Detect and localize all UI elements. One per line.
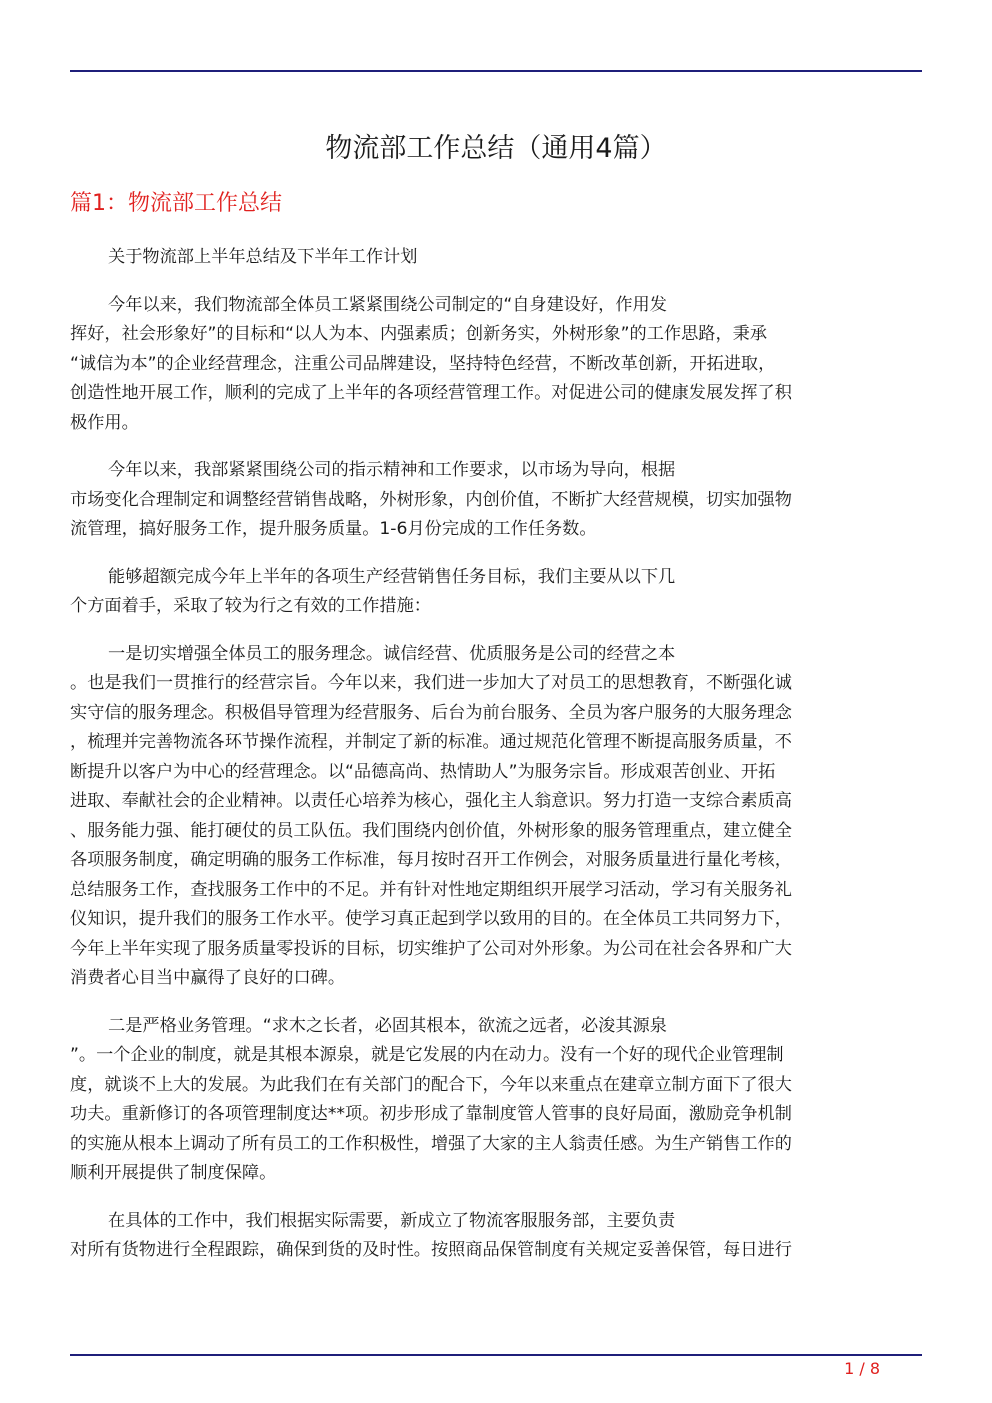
body-paragraph (70, 563, 915, 622)
paragraph-line: 能够超额完成今年上半年的各项生产经营销售任务目标，我们主要从以下几 (108, 566, 676, 587)
footer-rule (70, 1354, 922, 1356)
paragraph-line: 顺利开展提供了制度保障。 (70, 1163, 277, 1183)
body-paragraph (70, 456, 915, 545)
paragraph-line: 今年以来，我部紧紧围绕公司的指示精神和工作要求，以市场为导向，根据 (108, 460, 676, 480)
paragraph-line: 挥好，社会形象好”的目标和“以人为本、内强素质；创新务实，外树形象”的工作思路，秉承 (70, 324, 768, 344)
paragraph-line: 二是严格业务管理。“求木之长者，必固其根本，欲流之远者，必浚其源泉 (108, 1015, 667, 1036)
body-paragraph (70, 1207, 915, 1266)
paragraph-line: 个方面着手，采取了较为行之有效的工作措施： (70, 596, 431, 616)
body-paragraph (70, 1012, 915, 1189)
paragraph-line: 仪知识，提升我们的服务工作水平。使学习真正起到学以致用的目的。在全体员工共同努力下， (70, 909, 792, 929)
section-heading: 篇1：物流部工作总结 (70, 191, 282, 216)
paragraph-line: 今年以来，我们物流部全体员工紧紧围绕公司制定的“自身建设好，作用发 (108, 294, 667, 315)
paragraph-line: 流管理，搞好服务工作，提升服务质量。1-6月份完成的工作任务数。 (70, 519, 597, 539)
paragraph-line: 进取、奉献社会的企业精神。以责任心培养为核心，强化主人翁意识。努力打造一支综合素质高 (70, 791, 792, 811)
paragraph-line: 一是切实增强全体员工的服务理念。诚信经营、优质服务是公司的经营之本 (108, 643, 676, 664)
paragraph-line: “诚信为本”的企业经营理念，注重公司品牌建设，坚持特色经营，不断改革创新，开拓进取， (70, 353, 776, 374)
paragraph-line: 在具体的工作中，我们根据实际需要，新成立了物流客服服务部，主要负责 (108, 1210, 676, 1231)
paragraph-line: 对所有货物进行全程跟踪，确保到货的及时性。按照商品保管制度有关规定妥善保管，每日进行 (70, 1240, 792, 1260)
paragraph-line: 今年上半年实现了服务质量零投诉的目标，切实维护了公司对外形象。为公司在社会各界和广大 (70, 938, 792, 959)
paragraph-line: 市场变化合理制定和调整经营销售战略，外树形象，内创价值，不断扩大经营规模，切实加强物 (70, 489, 792, 510)
body-paragraph (70, 291, 915, 439)
paragraph-line: 、服务能力强、能打硬仗的员工队伍。我们围绕内创价值，外树形象的服务管理重点，建立健全 (70, 820, 792, 841)
body-paragraph (70, 243, 915, 273)
paragraph-line: 消费者心目当中赢得了良好的口碑。 (70, 968, 346, 988)
document-body (70, 243, 915, 1284)
paragraph-line: 实守信的服务理念。积极倡导管理为经营服务、后台为前台服务、全员为客户服务的大服务理念 (70, 702, 792, 723)
paragraph-line: 关于物流部上半年总结及下半年工作计划 (108, 247, 418, 267)
paragraph-line: 极作用。 (70, 412, 139, 433)
paragraph-line: 的实施从根本上调动了所有员工的工作积极性，增强了大家的主人翁责任感。为生产销售工作的 (70, 1133, 792, 1154)
paragraph-line: 总结服务工作，查找服务工作中的不足。并有针对性地定期组织开展学习活动，学习有关服务礼 (70, 879, 792, 900)
paragraph-line: 功夫。重新修订的各项管理制度达**项。初步形成了靠制度管人管事的良好局面，激励竞争机制 (70, 1104, 792, 1124)
header-rule (70, 70, 922, 72)
paragraph-line: 。也是我们一贯推行的经营宗旨。今年以来，我们进一步加大了对员工的思想教育，不断强化诚 (70, 673, 792, 693)
document-title: 物流部工作总结（通用4篇） (325, 133, 667, 164)
paragraph-line: 断提升以客户为中心的经营理念。以“品德高尚、热情助人”为服务宗旨。形成艰苦创业、开拓 (70, 761, 776, 782)
paragraph-line: 创造性地开展工作，顺利的完成了上半年的各项经营管理工作。对促进公司的健康发展发挥了积 (70, 383, 792, 403)
paragraph-line: 度，就谈不上大的发展。为此我们在有关部门的配合下，今年以来重点在建章立制方面下了很大 (70, 1074, 792, 1095)
paragraph-line: ，梳理并完善物流各环节操作流程，并制定了新的标准。通过规范化管理不断提高服务质量，不 (70, 732, 792, 752)
page-number: 1 / 8 (844, 1359, 880, 1378)
paragraph-line: ”。一个企业的制度，就是其根本源泉，就是它发展的内在动力。没有一个好的现代企业管理制 (70, 1045, 784, 1065)
body-paragraph (70, 640, 915, 994)
paragraph-line: 各项服务制度，确定明确的服务工作标准，每月按时召开工作例会，对服务质量进行量化考核， (70, 850, 792, 870)
